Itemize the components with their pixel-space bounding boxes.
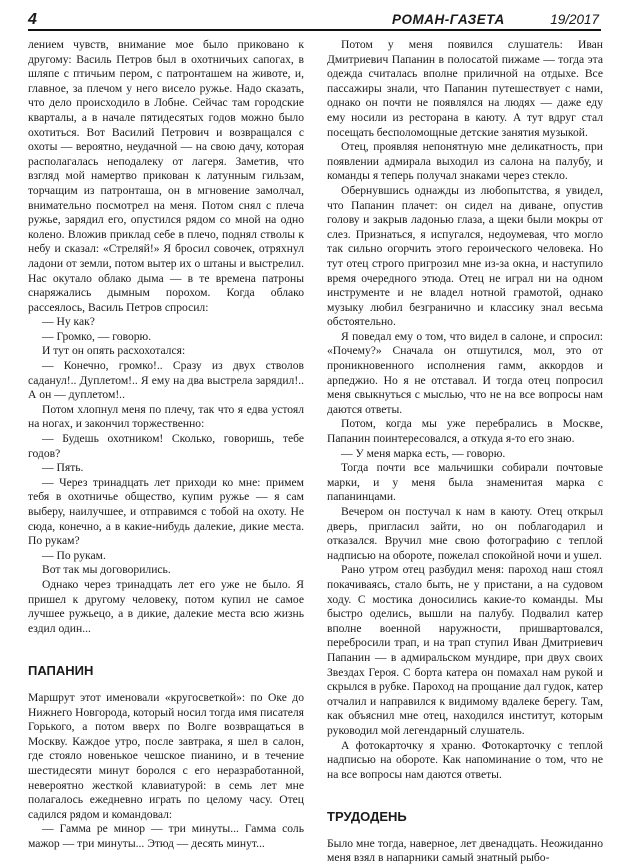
paragraph: А фотокарточку я храню. Фотокарточку с теплой надписью на обороте. Как напоминание о том, что не на все вопросы нам даются ответы. bbox=[327, 738, 603, 781]
paragraph: Потом хлопнул меня по плечу, так что я едва устоял на ногах, и закончил торжественно: bbox=[28, 402, 304, 431]
paragraph: Тогда почти все мальчишки собирали почтовые марки, и у меня была знаменитая марка с папанинцами. bbox=[327, 461, 603, 504]
right-column bbox=[327, 38, 603, 866]
paragraph: — Громко, — говорю. bbox=[42, 329, 152, 343]
paragraph: Рано утром отец разбудил меня: пароход наш стоял покачиваясь, стало быть, не у пристани, а на судовом ходу. С мостика доносились какие-то команды. Мы быстро оделись, вышли на палубу. Подвалил катер вполне военной наружности, пришвартовался, перебросили трап, и на трап ступил Иван Дмитриевич Папанин — в адмиральском мундире, при двух своих Звездах Героя. С борта катера он помахал нам рукой и скрылся в рубке. Пароход на прощание дал гудок, катер отчалил и направился к видимому вдалеке берегу. Там, как объяснил мне отец, находился институт, которым руководил мой легендарный слушатель. bbox=[327, 563, 603, 737]
paragraph: Я поведал ему о том, что видел в салоне, и спросил: «Почему?» Сначала он отшутился, мол, это от проникновенного исполнения гамм, аккордов и арпеджио. Но я не отставал. И тогда отец попросил меня свыкнуться с мыслью, что не на все вопросы нам даются ответы. bbox=[327, 329, 603, 416]
page-header bbox=[28, 11, 601, 31]
paragraph: — Конечно, громко!.. Сразу из двух стволов саданул!.. Дуплетом!.. Я ему на два выстрела зарядил!.. А он — дуплетом!.. bbox=[28, 359, 304, 402]
left-column bbox=[28, 38, 304, 851]
section-title-trudoden: ТРУДОДЕНЬ bbox=[327, 809, 407, 825]
magazine-title: РОМАН-ГАЗЕТА bbox=[392, 12, 505, 27]
paragraph: Маршрут этот именовали «кругосветкой»: по Оке до Нижнего Новгорода, который носил тогда имя писателя Горького, а потом вверх по Волге возвращаться в Москву. Каждое утро, после завтрака, я шел в салон, где стояло новенькое чешское пианино, и в течение шестидесяти минут боролся с его неразработанной, невероятно жесткой клавиатурой: в семь лет мне полагалось ежедневно играть по целому часу. Отец садился рядом и командовал: bbox=[28, 690, 304, 821]
page-number: 4 bbox=[28, 11, 37, 28]
issue-number: 19/2017 bbox=[550, 12, 599, 27]
paragraph: Потом у меня появился слушатель: Иван Дмитриевич Папанин в полосатой пижаме — тогда эта одежда считалась вполне приличной на отдыхе. Все пассажиры знали, что Папанин путешествует с нами, однако он почти не появлялся на людях — даже еду ему носили из ресторана в каюту. А тут вдруг стал посещать бесполомощные детские занятия музыкой. bbox=[327, 38, 603, 139]
paragraph: Потом, когда мы уже перебрались в Москве, Папанин поинтересовался, а откуда я-то его знаю. bbox=[327, 417, 603, 446]
section-title-papanin: ПАПАНИН bbox=[28, 663, 94, 679]
paragraph: Отец, проявляя непонятную мне деликатность, при появлении адмирала выходил из салона на палубу, и команды я теперь получал знаками через стекло. bbox=[327, 140, 603, 183]
paragraph: Обернувшись однажды из любопытства, я увидел, что Папанин плачет: он сидел на диване, опустив голову и закрыв ладонью глаза, а щеки были мокры от слез. Признаться, я испугался, недоумевая, что могло так сильно огорчить этого героического человека. Но тут отец строго пригрозил мне из-за окна, и наступило время очередного этюда. Отец не играл ни на одном инструменте и не владел нотной грамотой, однако музыку любил безгранично и классику знал весьма обстоятельно. bbox=[327, 183, 603, 329]
paragraph: — Ну как? bbox=[42, 315, 95, 329]
paragraph: Однако через тринадцать лет его уже не было. Я пришел к другому человеку, потом купил не самое лучшее ружьецо, а в дикие, далекие места всю жизнь ездил один... bbox=[28, 577, 304, 635]
paragraph: — По рукам. bbox=[42, 548, 106, 562]
paragraph: Вот так мы договорились. bbox=[42, 563, 171, 577]
paragraph: — Пять. bbox=[42, 461, 84, 475]
paragraph: И тут он опять расхохотался: bbox=[42, 344, 186, 358]
paragraph: Было мне тогда, наверное, лет двенадцать. Неожиданно меня взял в напарники самый знатный рыбо- bbox=[327, 836, 603, 865]
paragraph: — Будешь охотником! Сколько, говоришь, тебе годов? bbox=[28, 432, 304, 460]
paragraph: — Гамма ре минор — три минуты... Гамма соль мажор — три минуты... Этюд — десять минут... bbox=[28, 822, 304, 850]
paragraph: — У меня марка есть, — говорю. bbox=[341, 446, 506, 460]
header-rule bbox=[28, 29, 601, 31]
paragraph: лением чувств, внимание мое было приковано к другому: Василь Петров был в охотничьих сапогах, в шляпе с птичьим пером, с патронташем на животе, и, главное, за плечом у него висело ружье. Надо сказать, что дело происходило в Лобне. Сейчас там городские кварталы, а в начале пятидесятых годов можно было охотиться. Вот Василий Петрович и возвращался с охоты — вероятно, неудачной — на свою дачу, которая располагалась неподалеку от лагеря. Заметив, что взгляд мой намертво прикован к латунным гильзам, торчащим из патронташа, он в мгновение замолчал, внимательно посмотрел на меня. Потом снял с плеча ружье, зарядил его, опустился рядом со мной на одно колено. Вложив приклад себе в плечо, поднял стволы к небу и сказал: «Стреляй!» Я бросил совочек, отряхнул ладони от земли, потом вытер их о штаны и выстрелил. Нас окутало облако дыма — в те времена патроны снаряжались дымным порохом. Когда облако рассеялось, Василь Петров спросил: bbox=[28, 38, 304, 314]
paragraph: — Через тринадцать лет приходи ко мне: примем тебя в охотничье общество, купим ружье — я сам выберу, наилучшее, и отправимся с тобой на охоту. Не сюда, конечно, а в какие-нибудь далекие, дикие места. По рукам? bbox=[28, 475, 304, 548]
paragraph: Вечером он постучал к нам в каюту. Отец открыл дверь, пригласил зайти, но он поблагодарил и отказался. Вручил мне свою фотографию с теплой надписью на обороте, пожелал спокойной ночи и ушел. bbox=[327, 505, 603, 562]
